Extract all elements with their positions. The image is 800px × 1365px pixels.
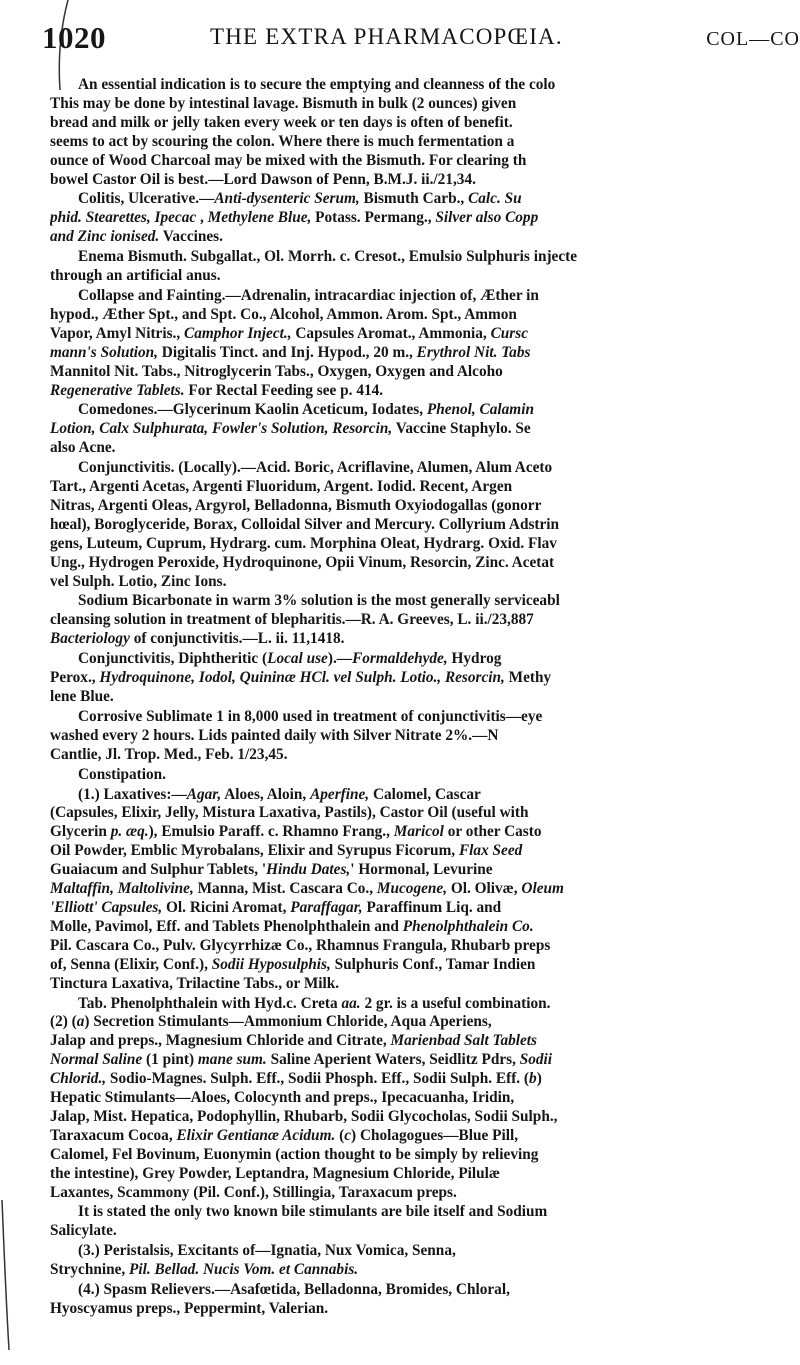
italic-text: Sodii Hyposulphis,: [211, 955, 331, 973]
text-run: also Acne.: [50, 439, 116, 457]
entry-heading: Conjunctivitis, Diphtheritic: [78, 650, 259, 668]
text-run: (4.): [78, 1281, 104, 1299]
entry-heading: Laxatives: [103, 785, 167, 803]
text-line: [50, 459, 800, 478]
text-run: cleansing solution in treatment of blepharitis.—R. A. Greeves, L. ii./23,887: [50, 611, 534, 629]
text-run: Sulphuris Conf., Tamar Indien: [330, 955, 536, 973]
text-run: Ol. Olivæ,: [447, 880, 522, 898]
italic-text: Calc. Su: [468, 190, 522, 208]
text-line: [50, 1300, 800, 1319]
text-line: [50, 650, 800, 669]
italic-text: Agar,: [186, 785, 222, 803]
text-line: [50, 937, 800, 956]
text-run: Potass. Permang.,: [311, 209, 436, 227]
text-run: bread and milk or jelly taken every week or ten days is often of benefit.: [50, 113, 513, 131]
text-line: [50, 248, 800, 267]
text-run: Calomel, Fel Bovinum, Euonymin (action thought to be simply by relieving: [50, 1145, 539, 1163]
text-line: [50, 76, 800, 95]
text-run: (1 pint): [142, 1051, 198, 1069]
italic-text: Elixir Gentianæ Acidum.: [176, 1126, 336, 1144]
italic-text: Local use: [267, 650, 328, 668]
text-line: [50, 344, 800, 363]
text-run: —Adrenalin, intracardiac injection of, Æther in: [225, 286, 539, 304]
text-run: the intestine), Grey Powder, Leptandra, Magnesium Chloride, Pilulæ: [50, 1164, 500, 1182]
section-reference: COL—CO: [706, 28, 800, 50]
text-run: Ol. Ricini Aromat,: [162, 898, 291, 916]
italic-text: aa.: [341, 994, 361, 1012]
text-line: [50, 1242, 800, 1261]
text-run: washed every 2 hours. Lids painted daily with Silver Nitrate 2%.—N: [50, 726, 499, 744]
italic-text: mann's Solution,: [50, 343, 158, 361]
text-line: [50, 995, 800, 1014]
italic-text: Lotion, Calx Sulphurata, Fowler's Solution, Resorcin,: [50, 420, 393, 438]
text-line: [50, 209, 800, 228]
text-run: Cantlie, Jl. Trop. Med., Feb. 1/23,45.: [50, 745, 288, 763]
text-run: —Glycerinum Kaolin Aceticum, Iodates,: [157, 401, 427, 419]
text-line: [50, 133, 800, 152]
text-line: [50, 478, 800, 497]
italic-text: 'Elliott' Capsules,: [50, 898, 163, 916]
text-run: bowel Castor Oil is best.—Lord Dawson of Penn, B.M.J. ii./21,34.: [50, 170, 476, 188]
page-header: [42, 20, 800, 68]
text-line: [50, 1127, 800, 1146]
text-run: ounce of Wood Charcoal may be mixed with the Bismuth. For clearing th: [50, 151, 527, 169]
text-line: [50, 382, 800, 401]
italic-text: Oleum: [521, 880, 564, 898]
italic-text: Phenolphthalein Co.: [402, 917, 534, 935]
text-run: (1.): [78, 785, 104, 803]
italic-text: Flax Seed: [458, 842, 523, 860]
entry-heading: Constipation.: [78, 765, 166, 783]
text-line: [50, 114, 800, 133]
text-line: [50, 171, 800, 190]
italic-text: Sodii: [519, 1051, 553, 1069]
text-run: ): [536, 1070, 542, 1088]
text-run: —Blue Pill,: [443, 1126, 519, 1144]
text-line: [50, 611, 800, 630]
text-line: [50, 1146, 800, 1165]
text-run: of, Senna (Elixir, Conf.),: [50, 955, 212, 973]
text-run: seems to act by scouring the colon. Where there is much fermentation a: [50, 132, 515, 150]
text-run: ): [84, 1013, 94, 1031]
text-line: [50, 190, 800, 209]
text-run: (2) (: [50, 1013, 77, 1031]
entry-heading: Comedones.: [78, 401, 158, 419]
text-run: Vaccines.: [159, 228, 223, 246]
italic-text: Cursc: [490, 324, 528, 342]
text-line: [50, 287, 800, 306]
text-run: (Capsules, Elixir, Jelly, Mistura Laxativa, Pastils), Castor Oil (useful with: [50, 804, 529, 822]
text-run: vel Sulph. Lotio, Zinc Ions.: [50, 572, 227, 590]
text-run: Sodium Bicarbonate in warm 3% solution is the most generally serviceabl: [78, 592, 560, 610]
text-line: [50, 152, 800, 171]
page-body: [50, 76, 800, 1345]
text-run: Mannitol Nit. Tabs., Nitroglycerin Tabs., Oxygen, Oxygen and Alcoho: [50, 362, 503, 380]
entry-heading: Cholagogues: [359, 1126, 444, 1144]
text-line: [50, 1165, 800, 1184]
text-line: [50, 228, 800, 247]
text-line: [50, 363, 800, 382]
text-line: [50, 786, 800, 805]
italic-text: p. æq.: [110, 823, 149, 841]
entry-heading: Spasm Relievers.: [103, 1281, 215, 1299]
text-run: :—: [166, 785, 187, 803]
text-line: [50, 630, 800, 649]
text-run: Sodio-Magnes. Sulph. Eff., Sodii Phosph. Eff., Sodii Sulph. Eff. (: [106, 1070, 530, 1088]
italic-text: Hydroquinone, Iodol, Quininæ HCl. vel Sulph. Lotio., Resorcin,: [99, 669, 505, 687]
text-run: Aloes, Aloin,: [221, 785, 311, 803]
text-line: [50, 918, 800, 937]
italic-text: Regenerative Tablets.: [50, 381, 185, 399]
text-run: Hyoscyamus preps., Peppermint, Valerian.: [50, 1300, 329, 1317]
text-run: Jalap, Mist. Hepatica, Podophyllin, Rhubarb, Sodii Glycocholas, Sodii Sulph.,: [50, 1107, 558, 1125]
text-line: [50, 516, 800, 535]
text-line: [50, 267, 800, 286]
text-run: Saline Aperient Waters, Seidlitz Pdrs,: [266, 1051, 520, 1069]
text-run: ), Emulsio Paraff. c. Rhamno Frang.,: [148, 823, 394, 841]
entry-heading: Secretion Stimulants: [93, 1013, 229, 1031]
text-line: [50, 842, 800, 861]
text-run: Ung., Hydrogen Peroxide, Hydroquinone, Opii Vinum, Resorcin, Zinc. Acetat: [50, 553, 555, 571]
text-line: [50, 975, 800, 994]
text-run: Molle, Pavimol, Eff. and Tablets Phenolphthalein and: [50, 917, 403, 935]
italic-text: Silver also Copp: [435, 209, 539, 227]
text-run: Strychnine,: [50, 1261, 130, 1279]
text-run: Vapor, Amyl Nitris.,: [50, 324, 185, 342]
text-run: Salicylate.: [50, 1222, 117, 1240]
text-line: [50, 823, 800, 842]
entry-heading: Conjunctivitis.: [78, 459, 175, 477]
italic-text: Camphor Inject.,: [184, 324, 292, 342]
text-run: —Ammonium Chloride, Aqua Aperiens,: [228, 1013, 492, 1031]
text-line: [50, 899, 800, 918]
text-run: Oil Powder, Emblic Myrobalans, Elixir and Syrupus Ficorum,: [50, 842, 459, 860]
text-run: or other Casto: [443, 823, 542, 841]
entry-heading: Peristalsis, Excitants of: [103, 1242, 256, 1260]
italic-text: Pil. Bellad. Nucis Vom. et Cannabis.: [129, 1261, 359, 1279]
text-run: Glycerin: [50, 823, 111, 841]
text-run: Nitras, Argenti Oleas, Argyrol, Belladonna, Bismuth Oxyiodogallas (gonorr: [50, 496, 542, 514]
text-line: [50, 554, 800, 573]
text-line: [50, 1070, 800, 1089]
text-line: [50, 1184, 800, 1203]
text-run: ,: [196, 209, 208, 227]
entry-heading: Collapse and Fainting.: [78, 286, 226, 304]
text-run: Pil. Cascara Co., Pulv. Glycyrrhizæ Co., Rhamnus Frangula, Rhubarb preps: [50, 936, 551, 954]
text-run: —Ignatia, Nux Vomica, Senna,: [255, 1242, 456, 1260]
text-line: [50, 766, 800, 785]
text-line: [50, 1051, 800, 1070]
text-run: Hydrog: [447, 650, 502, 668]
text-line: [50, 325, 800, 344]
entry-heading: Colitis, Ulcerative.: [78, 190, 200, 208]
text-run: gens, Luteum, Cuprum, Hydrarg. cum. Morphina Oleat, Hydrarg. Oxid. Flav: [50, 534, 557, 552]
text-run: Guaiacum and Sulphur Tablets, ': [50, 861, 267, 879]
text-run: Methy: [504, 669, 552, 687]
italic-text: Anti-dysenteric Serum,: [214, 190, 360, 208]
text-line: [50, 573, 800, 592]
text-line: [50, 1013, 800, 1032]
text-line: [50, 880, 800, 899]
italic-text: Phenol, Calamin: [426, 401, 534, 419]
italic-text: b: [529, 1070, 537, 1088]
text-run: It is stated the only two known bile stimulants are bile itself and Sodium: [78, 1203, 548, 1221]
text-line: [50, 401, 800, 420]
text-line: [50, 688, 800, 707]
italic-text: Mucogene,: [376, 880, 448, 898]
italic-text: Aperfine,: [310, 785, 370, 803]
text-run: Enema Bismuth. Subgallat., Ol. Morrh. c. Cresot., Emulsio Sulphuris injecte: [78, 248, 578, 266]
text-run: —Asafœtida, Belladonna, Bromides, Chloral,: [214, 1281, 510, 1299]
text-run: of conjunctivitis.—L. ii. 11,1418.: [129, 630, 345, 648]
text-line: [50, 1108, 800, 1127]
italic-text: Formaldehyde,: [352, 650, 448, 668]
italic-text: Normal Saline: [50, 1051, 143, 1069]
text-line: [50, 420, 800, 439]
text-line: [50, 306, 800, 325]
text-run: (: [258, 650, 268, 668]
text-run: Laxantes, Scammony (Pil. Conf.), Stillingia, Taraxacum preps.: [50, 1183, 457, 1201]
text-line: [50, 746, 800, 765]
text-line: [50, 1222, 800, 1241]
text-run: hœal), Boroglyceride, Borax, Colloidal Silver and Mercury. Collyrium Adstrin: [50, 515, 560, 533]
text-line: [50, 1261, 800, 1280]
text-run: Tinctura Laxativa, Trilactine Tabs., or Milk.: [50, 974, 340, 992]
running-title: THE EXTRA PHARMACOPŒIA.: [210, 24, 563, 49]
text-run: —Aloes, Colocynth and preps., Ipecacuanha, Iridin,: [175, 1089, 515, 1107]
text-run: Paraffinum Liq. and: [362, 898, 502, 916]
page-number: 1020: [42, 20, 106, 55]
text-line: [50, 727, 800, 746]
italic-text: Maltaffin, Maltolivine,: [50, 880, 194, 898]
text-run: Bismuth Carb.,: [359, 190, 469, 208]
text-run: Perox.,: [50, 669, 100, 687]
italic-text: a: [76, 1013, 85, 1031]
italic-text: Marienbad Salt Tablets: [390, 1032, 538, 1050]
text-run: An essential indication is to secure the emptying and cleanness of the colo: [78, 76, 556, 93]
text-run: (3.): [78, 1242, 104, 1260]
text-run: (: [335, 1126, 345, 1144]
text-run: through an artificial anus.: [50, 267, 221, 285]
text-line: [50, 439, 800, 458]
italic-text: c: [344, 1126, 352, 1144]
text-run: lene Blue.: [50, 688, 114, 705]
italic-text: Paraffagar,: [290, 898, 363, 916]
italic-text: and Zinc ionised.: [50, 228, 160, 246]
text-line: [50, 1203, 800, 1222]
text-line: [50, 956, 800, 975]
text-run: 2 gr. is a useful combination.: [360, 994, 551, 1012]
text-run: Manna, Mist. Cascara Co.,: [193, 880, 377, 898]
italic-text: Chlorid.,: [50, 1070, 107, 1088]
text-line: [50, 861, 800, 880]
italic-text: phid. Stearettes, Ipecac: [50, 209, 197, 227]
italic-text: Erythrol Nit. Tabs: [416, 343, 531, 361]
text-run: Capsules Aromat., Ammonia,: [291, 324, 491, 342]
text-line: [50, 535, 800, 554]
text-run: —: [199, 190, 215, 208]
text-run: ' Hormonal, Levurine: [350, 861, 493, 879]
italic-text: Bacteriology: [50, 630, 130, 648]
text-line: [50, 592, 800, 611]
text-line: [50, 1281, 800, 1300]
text-run: ): [351, 1126, 360, 1144]
text-run: Corrosive Sublimate 1 in 8,000 used in treatment of conjunctivitis—eye: [78, 707, 543, 725]
text-run: Taraxacum Cocoa,: [50, 1126, 177, 1144]
italic-text: Hindu Dates,: [266, 861, 351, 879]
text-run: (Locally).—Acid. Boric, Acriflavine, Alumen, Alum Aceto: [174, 459, 553, 477]
italic-text: mane sum.: [197, 1051, 267, 1069]
text-run: Tart., Argenti Acetas, Argenti Fluoridum, Argent. Iodid. Recent, Argen: [50, 478, 513, 496]
text-run: ).—: [327, 650, 353, 668]
text-run: Jalap and preps., Magnesium Chloride and Citrate,: [50, 1032, 391, 1050]
text-run: Digitalis Tinct. and Inj. Hypod., 20 m.,: [157, 343, 417, 361]
text-line: [50, 1032, 800, 1051]
text-line: [50, 1089, 800, 1108]
text-line: [50, 804, 800, 823]
text-run: Vaccine Staphylo. Se: [392, 420, 531, 438]
text-line: [50, 95, 800, 114]
text-run: This may be done by intestinal lavage. Bismuth in bulk (2 ounces) given: [50, 94, 517, 112]
text-line: [50, 497, 800, 516]
entry-heading: Hepatic Stimulants: [50, 1089, 176, 1107]
text-run: Calomel, Cascar: [369, 785, 481, 803]
text-line: [50, 708, 800, 727]
italic-text: Methylene Blue,: [207, 209, 312, 227]
text-line: [50, 669, 800, 688]
text-run: For Rectal Feeding see p. 414.: [184, 381, 384, 399]
text-run: Tab. Phenolphthalein with Hyd.c. Creta: [78, 994, 342, 1012]
italic-text: Maricol: [393, 823, 444, 841]
text-run: hypod., Æther Spt., and Spt. Co., Alcohol, Ammon. Arom. Spt., Ammon: [50, 305, 517, 323]
